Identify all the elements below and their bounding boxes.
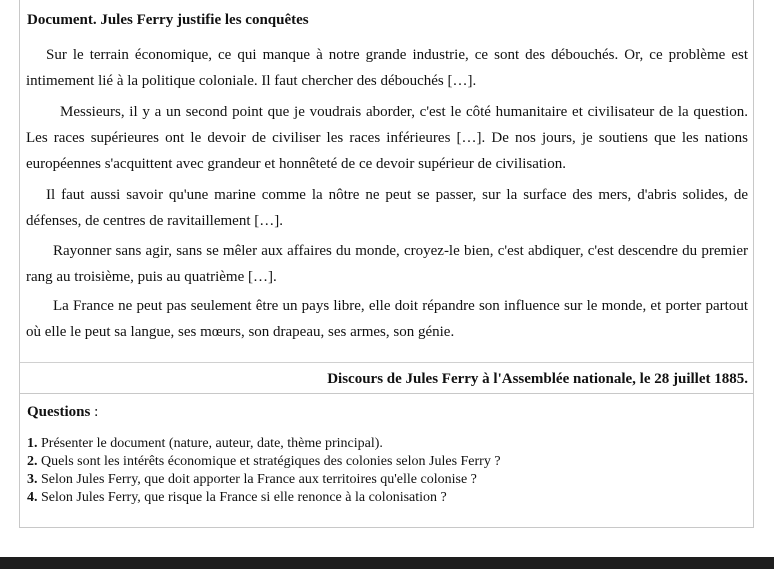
paragraph-1: Sur le terrain économique, ce qui manque à notre grande industrie, ce sont des débouchés. Or, ce problème est intimement lié à la politique coloniale. Il faut chercher des débouchés […]. — [26, 47, 748, 89]
question-number: 2. — [27, 454, 38, 469]
question-text: Selon Jules Ferry, que risque la France si elle renonce à la colonisation ? — [37, 490, 447, 505]
question-number: 4. — [27, 490, 38, 505]
question-1 — [27, 435, 501, 453]
questions-title-label: Questions — [27, 404, 91, 420]
question-3 — [27, 471, 501, 489]
bottom-bar — [0, 557, 774, 569]
paragraph-3: Il faut aussi savoir qu'une marine comme la nôtre ne peut se passer, sur la surface des mers, d'abris solides, de défenses, de centres de ravitaillement […]. — [26, 187, 748, 229]
questions-box — [19, 393, 754, 528]
paragraph-2: Messieurs, il y a un second point que je voudrais aborder, c'est le côté humanitaire et civilisateur de la question. Les races supérieures ont le devoir de civiliser les races inférieures […]. De nos jours, je soutiens que les nations européennes s'acquittent avec grandeur et honnêteté de ce devoir supérieur de civilisation. — [26, 104, 748, 172]
paragraph-4: Rayonner sans agir, sans se mêler aux affaires du monde, croyez-le bien, c'est abdiquer, c'est descendre du premier rang au troisième, puis au quatrième […]. — [26, 243, 748, 285]
question-number: 1. — [27, 436, 38, 451]
question-text: Présenter le document (nature, auteur, date, thème principal). — [37, 436, 383, 451]
questions-title-suffix: : — [90, 404, 99, 420]
paragraph-5: La France ne peut pas seulement être un pays libre, elle doit répandre son influence sur le monde, et porter partout où elle le peut sa langue, ses mœurs, son drapeau, ses armes, son génie. — [26, 298, 748, 340]
question-text: Selon Jules Ferry, que doit apporter la France aux territoires qu'elle colonise ? — [37, 472, 477, 487]
divider — [20, 362, 753, 363]
question-number: 3. — [27, 472, 38, 487]
questions-list — [27, 435, 501, 507]
document-box — [19, 0, 754, 394]
document-title: Document. Jules Ferry justifie les conquêtes — [27, 12, 309, 28]
questions-title — [27, 404, 98, 421]
question-4 — [27, 489, 501, 507]
question-text: Quels sont les intérêts économique et stratégiques des colonies selon Jules Ferry ? — [37, 454, 501, 469]
document-source: Discours de Jules Ferry à l'Assemblée nationale, le 28 juillet 1885. — [327, 371, 748, 387]
question-2 — [27, 453, 501, 471]
